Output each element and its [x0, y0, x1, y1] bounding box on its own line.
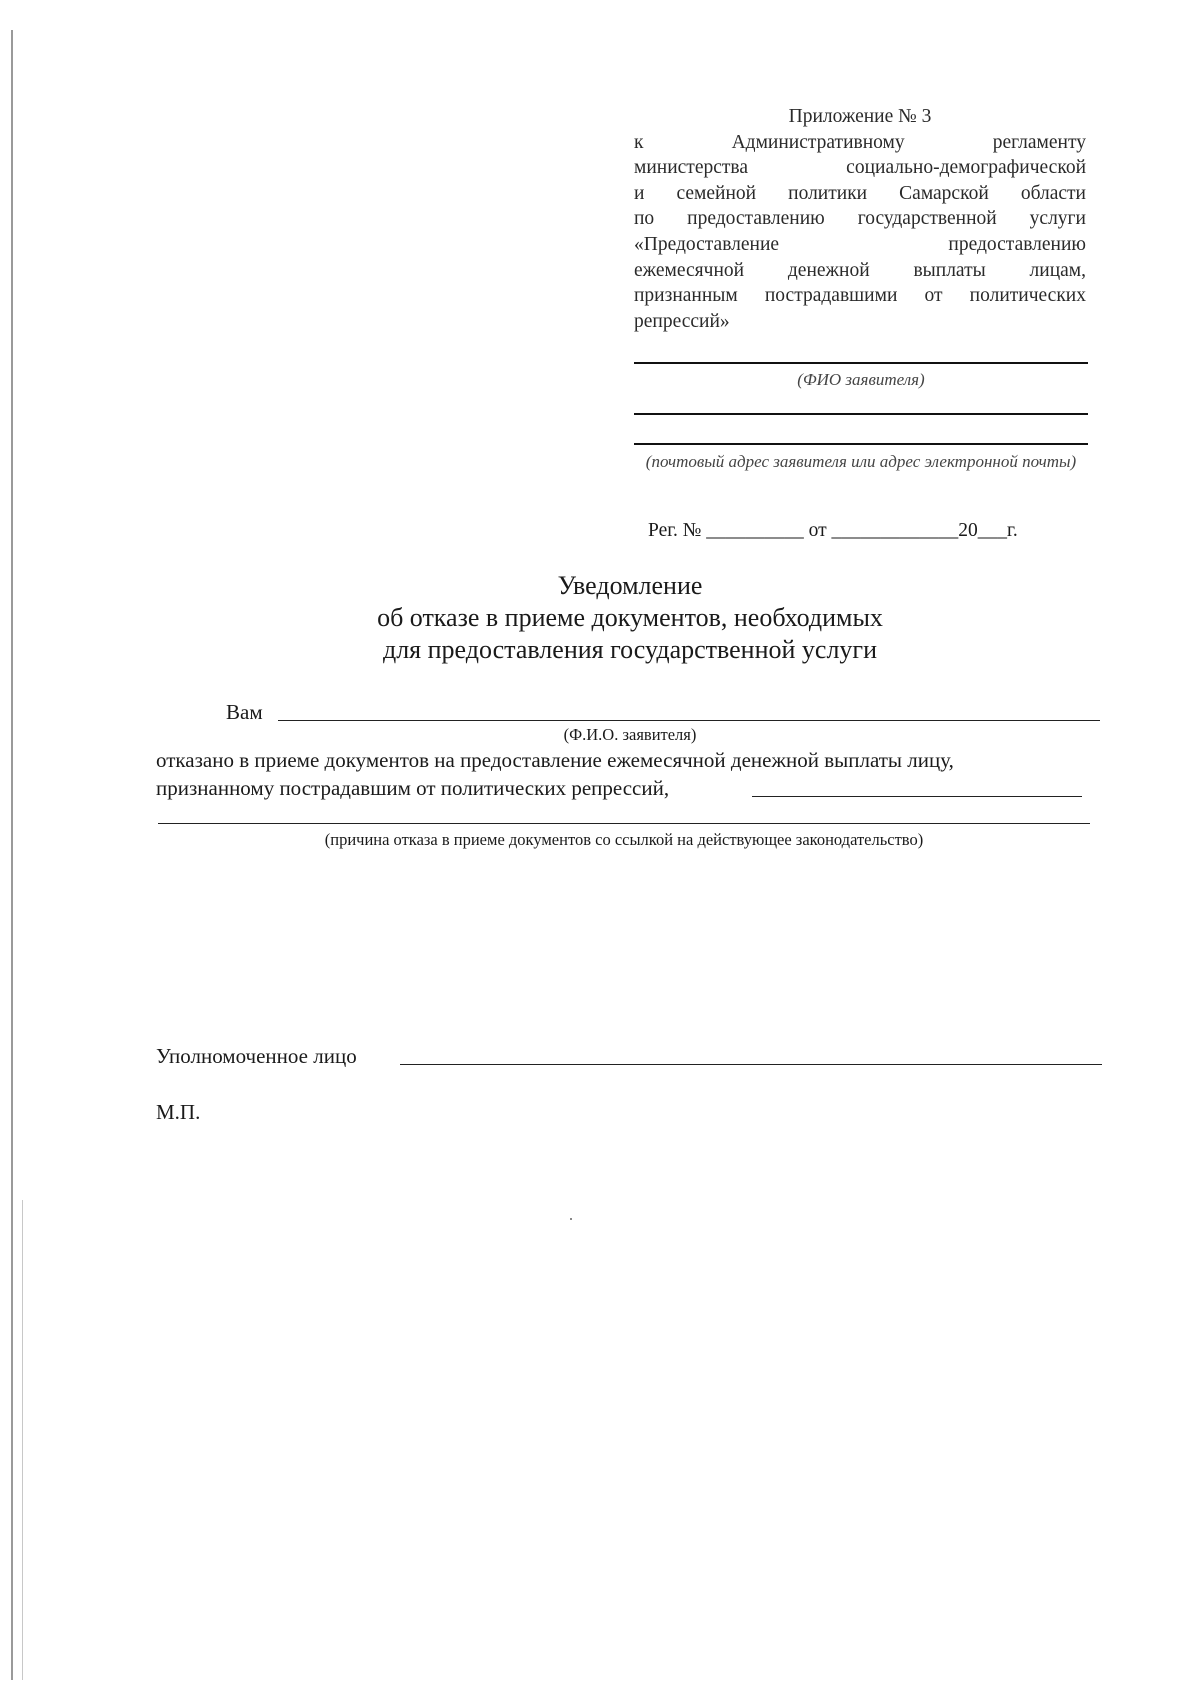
refusal-text-line-2: признанному пострадавшим от политических репрессий,	[156, 776, 670, 800]
reason-line-2[interactable]	[158, 823, 1090, 824]
reason-line-1[interactable]	[752, 796, 1082, 797]
to-fio-caption: (Ф.И.О. заявителя)	[563, 725, 697, 744]
appendix-title: Приложение № 3	[788, 106, 932, 127]
scan-speck	[570, 1218, 572, 1220]
scan-edge-faint	[22, 1200, 23, 1680]
appendix-line: и семейной политики Самарской области	[634, 182, 1086, 204]
stamp-label: М.П.	[156, 1100, 201, 1124]
applicant-address-caption: (почтовый адрес заявителя или адрес электронной почты)	[645, 452, 1077, 471]
applicant-fio-caption: (ФИО заявителя)	[797, 370, 925, 389]
heading-title: Уведомление	[557, 571, 703, 600]
scan-edge	[11, 30, 13, 1680]
appendix-text	[634, 130, 1086, 335]
appendix-line: репрессий»	[634, 310, 730, 332]
reason-caption: (причина отказа в приеме документов со ссылкой на действующее законодательство)	[324, 830, 924, 849]
to-fio-line[interactable]	[278, 720, 1100, 721]
document-heading	[300, 570, 960, 666]
appendix-line: «Предоставление предоставлению	[634, 233, 1086, 255]
applicant-fio-line[interactable]	[634, 362, 1088, 364]
appendix-block	[634, 104, 1086, 334]
appendix-line: по предоставлению государственной услуги	[634, 208, 1086, 230]
registration-number: Рег. № __________ от _____________20___г.	[648, 520, 1018, 541]
heading-subtitle-2: для предоставления государственной услуги	[382, 635, 878, 664]
applicant-address-line-2[interactable]	[634, 443, 1088, 445]
appendix-line: министерства социально-демографической	[634, 157, 1086, 179]
applicant-address-line-1[interactable]	[634, 413, 1088, 415]
appendix-line: к Административному регламенту	[634, 131, 1086, 153]
signature-line[interactable]	[400, 1064, 1102, 1065]
heading-subtitle-1: об отказе в приеме документов, необходимых	[377, 603, 883, 632]
appendix-line: признанным пострадавшими от политических	[634, 285, 1086, 307]
appendix-line: ежемесячной денежной выплаты лицам,	[634, 259, 1086, 281]
to-label: Вам	[226, 700, 263, 724]
signature-label: Уполномоченное лицо	[156, 1044, 357, 1068]
refusal-text-line-1: отказано в приеме документов на предоставление ежемесячной денежной выплаты лицу,	[156, 748, 954, 772]
